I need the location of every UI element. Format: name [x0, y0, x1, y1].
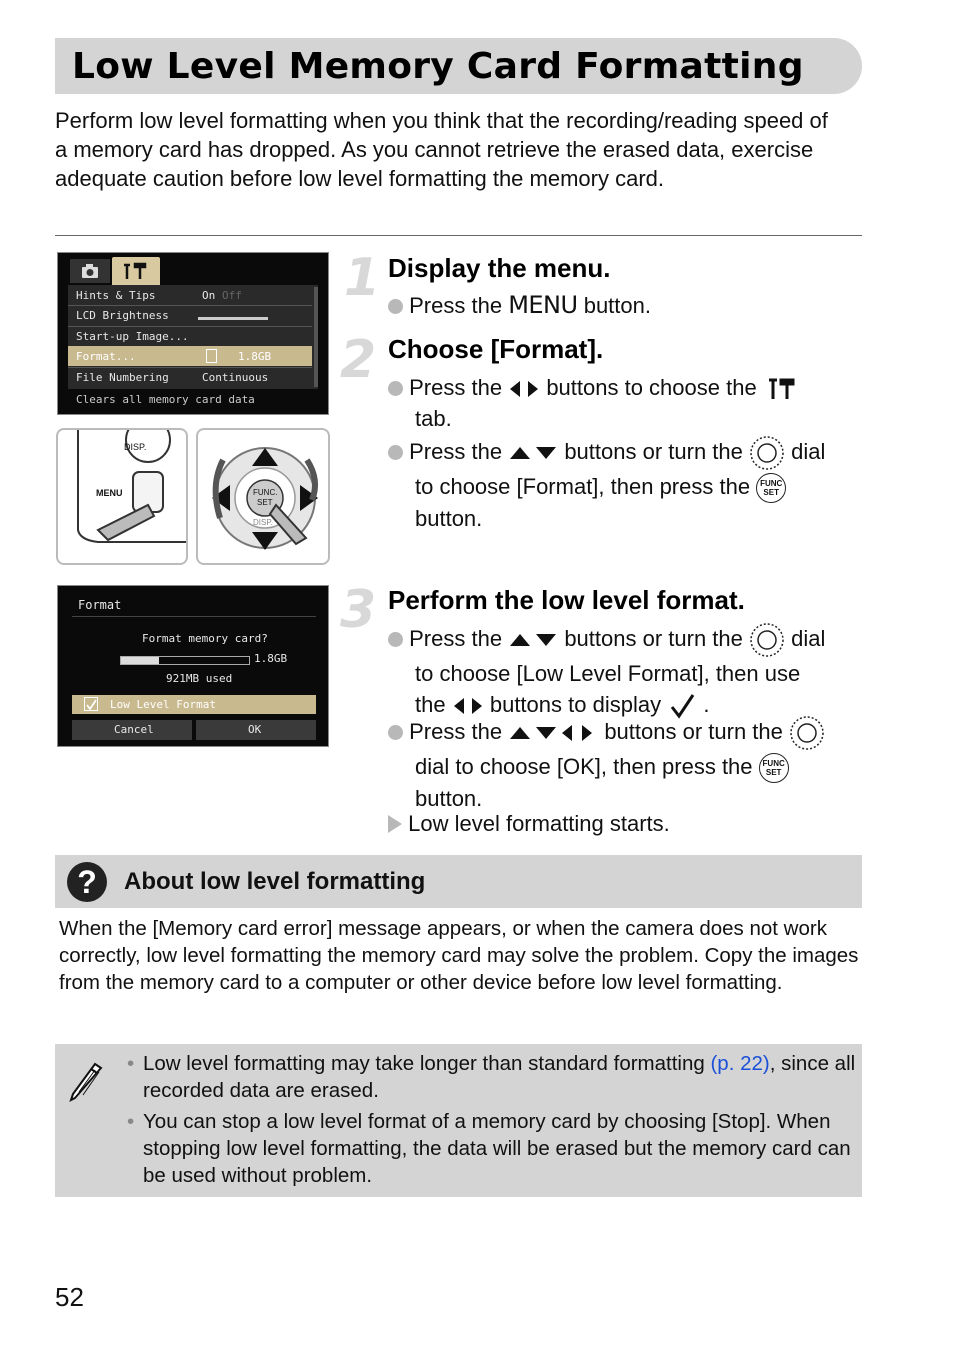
func-label: FUNC.	[253, 488, 278, 497]
format-screen-image	[57, 585, 329, 747]
bullet-dot	[388, 725, 403, 740]
menu-row-value: On	[202, 289, 216, 302]
disp-label: DISP.	[253, 518, 273, 527]
checkbox[interactable]	[84, 697, 98, 711]
step-heading: Perform the low level format.	[388, 585, 745, 615]
divider	[55, 235, 862, 236]
used-space: 921MB used	[166, 672, 233, 685]
tools-tab	[112, 257, 160, 285]
help-body: When the [Memory card error] message appears, or when the camera does not work correctly, low level formatting the memory card may solve the problem. Copy the images from the memory card to a computer or other device before low level formatting.	[59, 917, 859, 994]
scrollbar	[314, 287, 318, 387]
disp-label: DISP.	[124, 442, 147, 452]
func-set-button-icon: FUNC SET	[756, 473, 786, 503]
left-right-arrows-icon	[452, 696, 484, 716]
left-right-arrows-icon	[508, 379, 540, 399]
capacity-size: 1.8GB	[254, 652, 288, 665]
step-bullet: Press the buttons or turn the dial to choose [Low Level Format], then use the buttons to display .	[388, 622, 868, 720]
menu-button-label: MENU	[508, 291, 578, 319]
control-dial-illustration	[196, 428, 330, 565]
result-arrow-icon	[388, 815, 402, 833]
control-dial-icon	[749, 622, 785, 658]
format-screen-title: Format	[78, 598, 122, 612]
brightness-slider	[198, 317, 268, 320]
menu-row-label: Format...	[76, 350, 136, 363]
capacity-bar	[120, 656, 250, 665]
help-title: About low level formatting	[124, 868, 426, 895]
bullet-dot	[388, 445, 403, 460]
step-number: 1	[344, 248, 381, 308]
help-bar	[55, 855, 862, 908]
menu-row-label: LCD Brightness	[76, 309, 169, 322]
menu-row-value-alt: Off	[222, 289, 242, 302]
four-way-arrows-icon	[508, 723, 598, 743]
pressing-finger-icon	[58, 430, 188, 565]
tools-tab-icon	[763, 377, 797, 401]
menu-list	[68, 285, 318, 389]
note-box	[55, 1044, 862, 1197]
step-bullet: Press the buttons to choose the tab.	[388, 372, 868, 434]
control-dial-icon	[789, 715, 825, 751]
step-number: 3	[340, 580, 377, 640]
camera-tab	[70, 259, 110, 283]
page-number: 52	[55, 1282, 84, 1312]
menu-screen-image	[57, 252, 329, 415]
page-link[interactable]: (p. 22)	[710, 1052, 770, 1075]
checkmark-icon	[85, 699, 97, 711]
intro-paragraph: Perform low level formatting when you think that the recording/reading speed of a memory card has dropped. As you cannot retrieve the erased data, exercise adequate caution before low level formatting the memory card.	[55, 108, 828, 191]
menu-label: MENU	[96, 488, 123, 498]
bullet-dot	[388, 299, 403, 314]
ok-label: OK	[248, 723, 262, 736]
menu-row-label: Hints & Tips	[76, 289, 156, 302]
step-heading: Display the menu.	[388, 253, 611, 283]
bullet-dot	[388, 381, 403, 396]
step-number: 2	[340, 330, 377, 390]
title-bar	[55, 38, 862, 94]
control-dial-icon	[749, 435, 785, 471]
wrench-hammer-icon	[112, 257, 160, 285]
page-title: Low Level Memory Card Formatting	[72, 46, 804, 87]
up-down-arrows-icon	[508, 443, 558, 463]
bullet-dot	[388, 632, 403, 647]
note-item: • You can stop a low level format of a memory card by choosing [Stop]. When stopping low level formatting, the data will be erased but the memory card can be used without problem.	[127, 1110, 851, 1187]
step-bullet: Press the buttons or turn the dial to choose [Format], then press the FUNC SET button.	[388, 435, 868, 534]
question-icon: ?	[67, 862, 107, 902]
set-label: SET	[257, 498, 273, 507]
step-bullet: Press the MENU button.	[388, 290, 651, 321]
menu-footer: Clears all memory card data	[76, 393, 255, 406]
note-item: • Low level formatting may take longer than standard formatting (p. 22), since all recorded data are erased.	[127, 1052, 856, 1102]
menu-row-label: File Numbering	[76, 371, 169, 384]
menu-row-value: 1.8GB	[238, 350, 272, 363]
camera-menu-button-illustration	[56, 428, 188, 565]
cancel-label: Cancel	[114, 723, 154, 736]
format-question: Format memory card?	[142, 632, 268, 645]
step-result: Low level formatting starts.	[388, 808, 670, 839]
step-heading: Choose [Format].	[388, 334, 604, 364]
menu-row-value: Continuous	[202, 371, 269, 384]
func-set-button-icon: FUNC SET	[759, 753, 789, 783]
pencil-icon	[69, 1058, 105, 1102]
card-icon	[206, 349, 217, 363]
low-level-option-label: Low Level Format	[110, 698, 216, 711]
step-bullet: Press the buttons or turn the dial to choose [OK], then press the FUNC SET button.	[388, 715, 868, 814]
camera-icon	[70, 259, 110, 283]
menu-row-label: Start-up Image...	[76, 330, 189, 343]
up-down-arrows-icon	[508, 630, 558, 650]
